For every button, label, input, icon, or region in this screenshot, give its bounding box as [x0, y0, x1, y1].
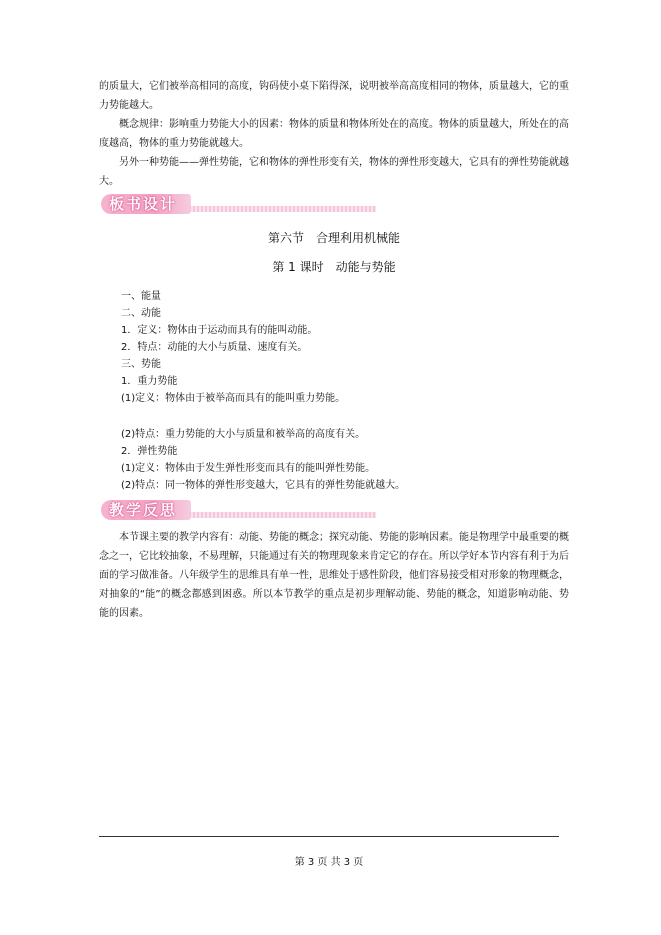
outline-line: 1．定义：物体由于运动而具有的能叫动能。	[121, 325, 318, 336]
outline-line: 2．弹性势能	[121, 446, 178, 457]
page-number: 第 3 页 共 3 页	[294, 857, 364, 868]
board-design-banner-label: 板书设计	[109, 195, 178, 213]
outline-line: (2)特点：同一物体的弹性形变越大，它具有的弹性势能就越大。	[121, 480, 406, 491]
footer-divider	[99, 836, 559, 837]
reflection-paragraph: 本节课主要的教学内容有：动能、势能的概念；探究动能、势能的影响因素。能是物理学中最重要的概念之一，它比较抽象，不易理解，只能通过有关的物理现象来肯定它的存在。所以学好本节内容有利于为后面的学习做准备。八年级学生的思维具有单一性，思维处于感性阶段，他们容易接受相对形象的物理概念，对抽象的“能”的概念都感到困惑。所以本节教学的重点是初步理解动能、势能的概念，知道影响动能、势能的因素。	[99, 532, 569, 619]
intro-paragraph-3: 另外一种势能——弹性势能，它和物体的弹性形变有关，物体的弹性形变越大，它具有的弹性势能就越大。	[99, 157, 569, 187]
intro-paragraph-1: 的质量大，它们被举高相同的高度，钩码使小桌下陷得深，说明被举高高度相同的物体，质量越大，它的重力势能越大。	[99, 81, 569, 111]
intro-paragraph-2: 概念规律：影响重力势能大小的因素：物体的质量和物体所处在的高度。物体的质量越大，所处在的高度越高，物体的重力势能就越大。	[99, 119, 569, 149]
outline-line: 二、动能	[121, 308, 161, 319]
outline-line: (1)定义：物体由于被举高而具有的能叫重力势能。	[121, 393, 346, 404]
outline-line: 2．特点：动能的大小与质量、速度有关。	[121, 342, 308, 353]
board-design-banner	[101, 192, 376, 218]
banner-stripe	[189, 206, 376, 212]
outline-line: (1)定义：物体由于发生弹性形变而具有的能叫弹性势能。	[121, 463, 376, 474]
lesson-title: 第 1 课时 动能与势能	[272, 260, 396, 274]
outline-line: 一、能量	[121, 291, 161, 302]
outline-line: 1．重力势能	[121, 376, 178, 387]
outline-line: (2)特点：重力势能的大小与质量和被举高的高度有关。	[121, 429, 366, 440]
reflection-banner	[101, 498, 376, 524]
banner-stripe	[189, 512, 376, 518]
section-title: 第六节 合理利用机械能	[267, 231, 400, 245]
outline-line: 三、势能	[121, 359, 161, 370]
reflection-banner-label: 教学反思	[109, 501, 178, 519]
